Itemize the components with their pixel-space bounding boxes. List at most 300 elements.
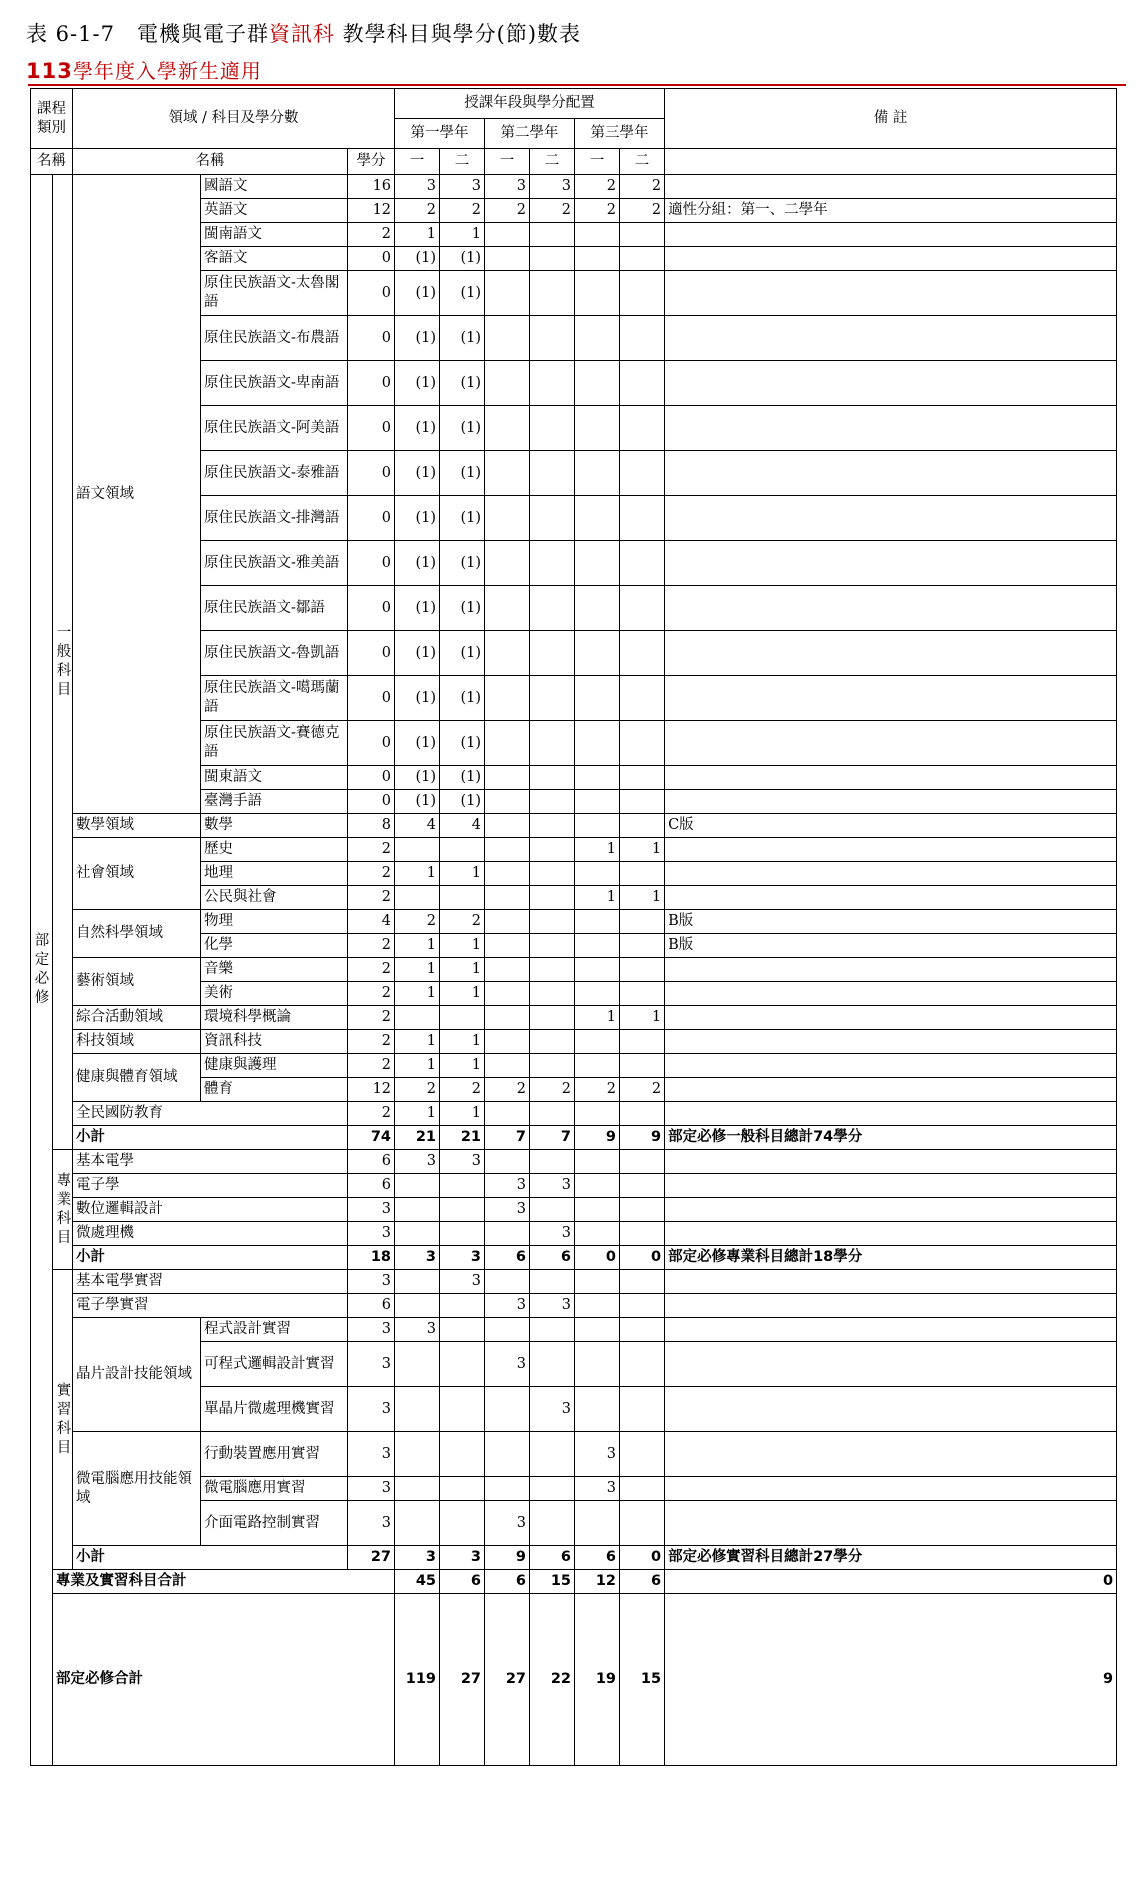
credit-total: 0: [348, 586, 395, 631]
semester-credit: [575, 1150, 620, 1174]
semester-credit: 3: [440, 175, 485, 199]
semester-credit: [485, 586, 530, 631]
semester-credit: [395, 1477, 440, 1501]
semester-credit: 3: [530, 1387, 575, 1432]
semester-credit: [620, 247, 665, 271]
remarks-subheader: [665, 149, 1117, 175]
semester-credit: (1): [395, 451, 440, 496]
sem-header: 一: [395, 149, 440, 175]
semester-credit: [485, 886, 530, 910]
semester-credit: 3: [530, 1174, 575, 1198]
credit-total: 0: [348, 790, 395, 814]
semester-credit: 3: [575, 1432, 620, 1477]
semester-credit: [620, 676, 665, 721]
semester-credit: 1: [395, 1054, 440, 1078]
title-divider: [28, 84, 1126, 86]
table-row: [31, 1174, 1117, 1198]
semester-credit: [620, 1432, 665, 1477]
semester-credit: [530, 223, 575, 247]
semester-credit: (1): [395, 631, 440, 676]
semester-credit: 3: [530, 1222, 575, 1246]
subject-name: 閩南語文: [201, 223, 348, 247]
semester-credit: (1): [395, 316, 440, 361]
subject-name: 閩東語文: [201, 766, 348, 790]
category-cell: 專業科目: [53, 1150, 73, 1270]
semester-credit: [530, 790, 575, 814]
semester-credit: [530, 1150, 575, 1174]
semester-credit: (1): [440, 316, 485, 361]
semester-credit: [395, 1174, 440, 1198]
credit-total: 2: [348, 1030, 395, 1054]
subject-name: 環境科學概論: [201, 1006, 348, 1030]
semester-credit: (1): [440, 406, 485, 451]
remark: [665, 1318, 1117, 1342]
table-row: [31, 1318, 1117, 1342]
semester-credit: 1: [620, 886, 665, 910]
semester-credit: (1): [395, 361, 440, 406]
remark: [665, 361, 1117, 406]
category-cell: 部定必修: [31, 175, 53, 1766]
semester-credit: [485, 982, 530, 1006]
semester-credit: [620, 451, 665, 496]
remark: [665, 1387, 1117, 1432]
semester-credit: 4: [440, 814, 485, 838]
semester-credit: [440, 1174, 485, 1198]
semester-credit: [575, 1270, 620, 1294]
semester-credit: 2: [620, 1078, 665, 1102]
semester-credit: [440, 1198, 485, 1222]
credit-total: 119: [395, 1594, 440, 1766]
credit-total: 3: [348, 1318, 395, 1342]
semester-credit: [575, 958, 620, 982]
semester-credit: [485, 838, 530, 862]
remark: [665, 247, 1117, 271]
remark: [665, 862, 1117, 886]
remark: B版: [665, 934, 1117, 958]
semester-credit: [575, 586, 620, 631]
semester-credit: (1): [395, 586, 440, 631]
subject-name: 專業及實習科目合計: [53, 1570, 395, 1594]
semester-credit: 2: [575, 1078, 620, 1102]
semester-credit: (1): [440, 766, 485, 790]
credit-total: 2: [348, 934, 395, 958]
semester-credit: [530, 934, 575, 958]
semester-credit: 3: [395, 175, 440, 199]
category-cell: 微電腦應用技能領域: [73, 1432, 201, 1546]
table-row: [31, 1054, 1117, 1078]
subtotal-row: [31, 1126, 1117, 1150]
subject-name: 美術: [201, 982, 348, 1006]
subject-name: 全民國防教育: [73, 1102, 348, 1126]
semester-credit: [620, 361, 665, 406]
document-title: 表 6-1-7 電機與電子群資訊科 教學科目與學分(節)數表: [26, 22, 582, 46]
semester-credit: (1): [395, 406, 440, 451]
semester-credit: 3: [530, 175, 575, 199]
credit-total: 0: [348, 271, 395, 316]
subject-name: 可程式邏輯設計實習: [201, 1342, 348, 1387]
category-cell: 科技領域: [73, 1030, 201, 1054]
semester-credit: 22: [530, 1594, 575, 1766]
semester-credit: [620, 541, 665, 586]
semester-credit: [620, 1150, 665, 1174]
subject-name: 數位邏輯設計: [73, 1198, 348, 1222]
remark: [665, 1294, 1117, 1318]
remark: [665, 790, 1117, 814]
credit-total: 12: [348, 199, 395, 223]
semester-credit: [485, 271, 530, 316]
year2-header: 第二學年: [485, 119, 575, 149]
remark: [665, 982, 1117, 1006]
semester-credit: 6: [575, 1546, 620, 1570]
subject-name: 地理: [201, 862, 348, 886]
semester-credit: [575, 934, 620, 958]
semester-credit: 6: [530, 1546, 575, 1570]
semester-credit: [530, 676, 575, 721]
remark: [665, 406, 1117, 451]
remark: C版: [665, 814, 1117, 838]
semester-credit: [440, 1318, 485, 1342]
semester-credit: [440, 1342, 485, 1387]
semester-credit: [575, 814, 620, 838]
semester-credit: 2: [395, 910, 440, 934]
semester-credit: [530, 958, 575, 982]
semester-credit: [395, 1222, 440, 1246]
category-cell: 綜合活動領域: [73, 1006, 201, 1030]
semester-credit: [485, 934, 530, 958]
semester-credit: [620, 814, 665, 838]
course-category-header: 課程類別: [31, 89, 73, 149]
semester-credit: [575, 766, 620, 790]
credit-total: 2: [348, 223, 395, 247]
semester-credit: 3: [395, 1246, 440, 1270]
semester-credit: 2: [395, 1078, 440, 1102]
semester-credit: 1: [395, 958, 440, 982]
category-cell: 實習科目: [53, 1270, 73, 1570]
credit-total: 8: [348, 814, 395, 838]
semester-credit: [485, 790, 530, 814]
semester-credit: (1): [440, 676, 485, 721]
semester-credit: [395, 1006, 440, 1030]
remark: [665, 1501, 1117, 1546]
semester-credit: 1: [395, 934, 440, 958]
semester-credit: [485, 766, 530, 790]
remark: [665, 1270, 1117, 1294]
remark: [665, 1477, 1117, 1501]
sem-header: 一: [485, 149, 530, 175]
subject-name: 行動裝置應用實習: [201, 1432, 348, 1477]
semester-credit: [485, 316, 530, 361]
subject-name: 小計: [73, 1546, 348, 1570]
semester-credit: [530, 1006, 575, 1030]
table-row: [31, 838, 1117, 862]
semester-credit: [530, 766, 575, 790]
semester-credit: [485, 676, 530, 721]
semester-credit: [620, 1030, 665, 1054]
credit-total: 0: [348, 721, 395, 766]
semester-credit: 1: [440, 934, 485, 958]
semester-credit: 3: [440, 1270, 485, 1294]
semester-credit: [530, 1501, 575, 1546]
semester-credit: [575, 721, 620, 766]
credit-total: 3: [348, 1222, 395, 1246]
semester-credit: [530, 631, 575, 676]
category-cell: 數學領域: [73, 814, 201, 838]
credit-total: 12: [348, 1078, 395, 1102]
semester-credit: (1): [440, 721, 485, 766]
semester-credit: [485, 1270, 530, 1294]
category-cell: 晶片設計技能領域: [73, 1318, 201, 1432]
semester-credit: 1: [395, 862, 440, 886]
semester-credit: (1): [440, 247, 485, 271]
semester-credit: 3: [485, 175, 530, 199]
semester-credit: 1: [395, 223, 440, 247]
semester-credit: (1): [440, 790, 485, 814]
subject-name: 電子學: [73, 1174, 348, 1198]
semester-credit: 0: [575, 1246, 620, 1270]
semester-credit: [395, 1270, 440, 1294]
table-row: [31, 1294, 1117, 1318]
remark: [665, 766, 1117, 790]
credit-total: 0: [348, 496, 395, 541]
semester-credit: [620, 862, 665, 886]
semester-credit: [530, 1054, 575, 1078]
credit-total: 0: [348, 766, 395, 790]
semester-credit: 1: [440, 958, 485, 982]
semester-credit: [530, 886, 575, 910]
credit-total: 0: [348, 451, 395, 496]
remark: [665, 1150, 1117, 1174]
semester-credit: [485, 1030, 530, 1054]
semester-credit: [620, 721, 665, 766]
semester-credit: [620, 1294, 665, 1318]
subtotal-row: [31, 1570, 1117, 1594]
credit-total: 3: [348, 1342, 395, 1387]
remark: [665, 1102, 1117, 1126]
semester-credit: [575, 496, 620, 541]
document-subtitle: 113學年度入學新生適用: [26, 59, 262, 83]
credit-total: 16: [348, 175, 395, 199]
subject-name: 微電腦應用實習: [201, 1477, 348, 1501]
credit-total: 2: [348, 1102, 395, 1126]
subject-name: 公民與社會: [201, 886, 348, 910]
semester-credit: 1: [620, 1006, 665, 1030]
subject-name: 微處理機: [73, 1222, 348, 1246]
category-cell: 一般科目: [53, 175, 73, 1150]
remark: [665, 223, 1117, 247]
table-row: [31, 814, 1117, 838]
semester-credit: [620, 766, 665, 790]
semester-credit: 1: [440, 1030, 485, 1054]
sem-header: 二: [620, 149, 665, 175]
semester-credit: [485, 406, 530, 451]
subject-name: 臺灣手語: [201, 790, 348, 814]
subject-name: 小計: [73, 1246, 348, 1270]
table-row: [31, 1150, 1117, 1174]
semester-credit: [530, 910, 575, 934]
semester-credit: [620, 982, 665, 1006]
semester-credit: [530, 1342, 575, 1387]
credit-total: 0: [348, 631, 395, 676]
semester-credit: (1): [440, 451, 485, 496]
semester-credit: (1): [440, 361, 485, 406]
semester-credit: (1): [395, 541, 440, 586]
semester-credit: (1): [440, 631, 485, 676]
semester-credit: [530, 814, 575, 838]
remark: [665, 316, 1117, 361]
semester-credit: 1: [440, 223, 485, 247]
remark: [665, 1054, 1117, 1078]
semester-credit: [575, 271, 620, 316]
subject-name: 數學: [201, 814, 348, 838]
semester-credit: 7: [485, 1126, 530, 1150]
semester-credit: [530, 586, 575, 631]
subject-name: 歷史: [201, 838, 348, 862]
credit-total: 2: [348, 886, 395, 910]
subject-name: 體育: [201, 1078, 348, 1102]
subject-name: 原住民族語文-鄒語: [201, 586, 348, 631]
allocation-header: 授課年段與學分配置: [395, 89, 665, 119]
semester-credit: [620, 223, 665, 247]
subject-name: 程式設計實習: [201, 1318, 348, 1342]
semester-credit: (1): [395, 721, 440, 766]
semester-credit: [575, 862, 620, 886]
semester-credit: [485, 1477, 530, 1501]
semester-credit: [395, 1501, 440, 1546]
semester-credit: [620, 1501, 665, 1546]
remark: [665, 496, 1117, 541]
credit-total: 0: [348, 406, 395, 451]
subject-name: 電子學實習: [73, 1294, 348, 1318]
semester-credit: [530, 1102, 575, 1126]
semester-credit: [530, 271, 575, 316]
semester-credit: [395, 1294, 440, 1318]
credit-total: 6: [348, 1150, 395, 1174]
subject-name-header: 名稱: [73, 149, 348, 175]
remark: [665, 631, 1117, 676]
semester-credit: 0: [620, 1546, 665, 1570]
semester-credit: [620, 406, 665, 451]
semester-credit: [620, 496, 665, 541]
semester-credit: 6: [530, 1246, 575, 1270]
credit-total: 0: [348, 361, 395, 406]
semester-credit: (1): [395, 676, 440, 721]
semester-credit: 3: [575, 1477, 620, 1501]
semester-credit: [485, 496, 530, 541]
semester-credit: [620, 910, 665, 934]
semester-credit: 2: [620, 175, 665, 199]
semester-credit: [485, 910, 530, 934]
semester-credit: [530, 541, 575, 586]
semester-credit: [530, 247, 575, 271]
semester-credit: [620, 1387, 665, 1432]
credit-total: 2: [348, 838, 395, 862]
semester-credit: [575, 223, 620, 247]
subject-name: 部定必修合計: [53, 1594, 395, 1766]
remark: [665, 541, 1117, 586]
remark: [665, 886, 1117, 910]
sem-header: 二: [440, 149, 485, 175]
credit-total: 2: [348, 982, 395, 1006]
credit-total: 3: [348, 1198, 395, 1222]
subject-name: 國語文: [201, 175, 348, 199]
year3-header: 第三學年: [575, 119, 665, 149]
credit-total: 2: [348, 862, 395, 886]
semester-credit: 3: [530, 1294, 575, 1318]
semester-credit: 1: [395, 1030, 440, 1054]
remark: [665, 1198, 1117, 1222]
semester-credit: (1): [440, 541, 485, 586]
semester-credit: 2: [575, 175, 620, 199]
table-row: [31, 1198, 1117, 1222]
semester-credit: [575, 451, 620, 496]
semester-credit: 1: [620, 838, 665, 862]
semester-credit: 2: [440, 1078, 485, 1102]
semester-credit: [575, 982, 620, 1006]
semester-credit: 3: [440, 1546, 485, 1570]
semester-credit: [485, 541, 530, 586]
semester-credit: 2: [485, 1078, 530, 1102]
semester-credit: 15: [530, 1570, 575, 1594]
sem-header: 二: [530, 149, 575, 175]
subject-name: 介面電路控制實習: [201, 1501, 348, 1546]
semester-credit: [620, 316, 665, 361]
remark: [665, 271, 1117, 316]
semester-credit: [575, 247, 620, 271]
remark: [665, 1006, 1117, 1030]
remark: 適性分組：第一、二學年: [665, 199, 1117, 223]
semester-credit: 1: [575, 886, 620, 910]
semester-credit: [530, 721, 575, 766]
credit-total: 3: [348, 1477, 395, 1501]
semester-credit: (1): [440, 271, 485, 316]
category-cell: 語文領域: [73, 175, 201, 814]
domain-subject-header: 領域 / 科目及學分數: [73, 89, 395, 149]
semester-credit: [620, 934, 665, 958]
semester-credit: [620, 1054, 665, 1078]
semester-credit: [575, 1294, 620, 1318]
semester-credit: (1): [440, 586, 485, 631]
semester-credit: [620, 1102, 665, 1126]
semester-credit: [575, 1174, 620, 1198]
credit-total: 3: [348, 1270, 395, 1294]
semester-credit: 2: [530, 1078, 575, 1102]
table-row: [31, 1102, 1117, 1126]
credits-header: 學分: [348, 149, 395, 175]
semester-credit: 2: [575, 199, 620, 223]
semester-credit: [530, 451, 575, 496]
semester-credit: 3: [485, 1294, 530, 1318]
semester-credit: 2: [530, 199, 575, 223]
semester-credit: [575, 1342, 620, 1387]
semester-credit: [440, 1432, 485, 1477]
semester-credit: [395, 1432, 440, 1477]
semester-credit: 3: [485, 1342, 530, 1387]
category-cell: 自然科學領域: [73, 910, 201, 958]
semester-credit: [395, 886, 440, 910]
semester-credit: 1: [575, 838, 620, 862]
subject-name: 健康與護理: [201, 1054, 348, 1078]
semester-credit: 7: [530, 1126, 575, 1150]
remark: [665, 1174, 1117, 1198]
semester-credit: [530, 1030, 575, 1054]
credit-total: 2: [348, 1006, 395, 1030]
remark: 部定必修一般科目總計74學分: [665, 1126, 1117, 1150]
semester-credit: 6: [440, 1570, 485, 1594]
semester-credit: [575, 541, 620, 586]
semester-credit: [530, 1270, 575, 1294]
semester-credit: 2: [620, 199, 665, 223]
semester-credit: 3: [395, 1546, 440, 1570]
